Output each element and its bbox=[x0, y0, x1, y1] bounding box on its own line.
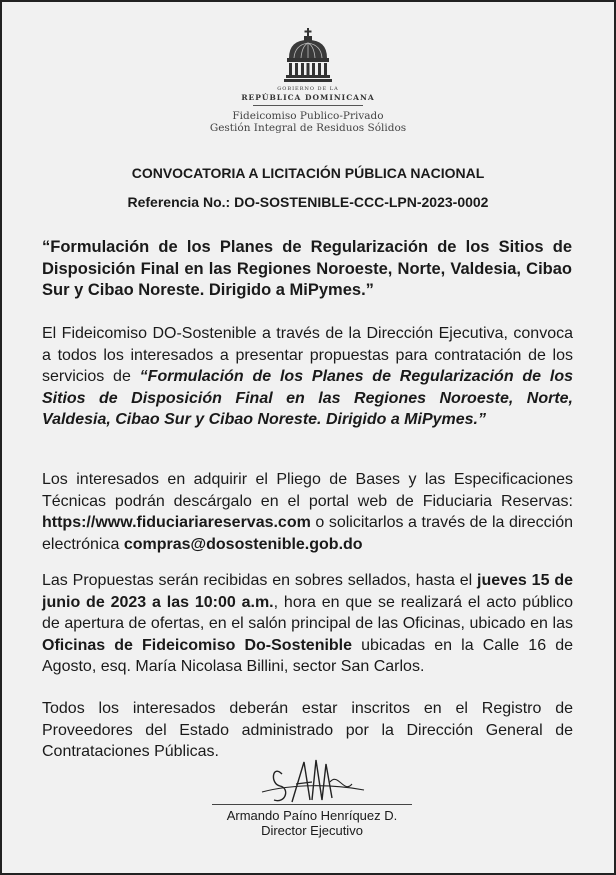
government-dome-seal-icon bbox=[283, 28, 333, 84]
paragraph-text: ubicadas en la Calle 16 de Agosto, esq. María Nicolasa Billini, sector San Carlos. bbox=[42, 636, 573, 676]
office-name: Oficinas de Fideicomiso Do-Sostenible bbox=[42, 636, 353, 654]
paragraph-text: Los interesados en adquirir el Pliego de Bases y las Especificaciones Técnicas podrán descárgalo en el portal web de Fiduciaria Reservas: bbox=[42, 471, 573, 510]
notice-title: CONVOCATORIA A LICITACIÓN PÚBLICA NACIONAL bbox=[131, 165, 485, 181]
service-title: “Formulación de los Planes de Regularización de los Sitios de Disposición Final en las Regiones Noroeste, Norte, Valdesia, Cibao Sur y Cibao Noreste. Dirigido a MiPymes.” bbox=[42, 368, 574, 429]
paragraph-text: El Fideicomiso DO-Sostenible a través de la Dirección Ejecutiva, convoca a todos los interesados a presentar propuestas para contratación de los servicios de bbox=[42, 325, 573, 386]
signatory-name: Armando Paíno Henríquez D. bbox=[226, 808, 398, 823]
paragraph-text: Las Propuestas serán recibidas en sobres sellados, hasta el bbox=[42, 572, 478, 589]
trust-name: Fideicomiso Publico-Privado bbox=[232, 110, 384, 122]
deadline-date: jueves 15 de junio de 2023 a las 10:00 a.m. bbox=[42, 572, 573, 611]
header bbox=[2, 28, 614, 134]
header-divider bbox=[253, 105, 363, 106]
government-line-1: GOBIERNO DE LA bbox=[277, 86, 339, 92]
paragraph-registration: Todos los interesados deberán estar inscritos en el Registro de Proveedores del Estado administrado por la Dirección General de Contrataciones Públicas. bbox=[42, 700, 573, 761]
paragraph-text: , hora en que se realizará el acto público de apertura de ofertas, en el salón principal de las Oficinas, ubicado en las bbox=[42, 593, 573, 633]
website-link[interactable]: https://www.fiduciariareservas.com bbox=[42, 514, 311, 532]
paragraph-documents bbox=[42, 469, 573, 555]
email-link[interactable]: compras@dosostenible.gob.do bbox=[123, 535, 363, 553]
project-title: “Formulación de los Planes de Regularización de los Sitios de Disposición Final en las Regiones Noroeste, Norte, Valdesia, Cibao Sur y Cibao Noreste. Dirigido a MiPymes.” bbox=[42, 238, 572, 299]
paragraph-submission bbox=[42, 570, 573, 678]
government-line-2: REPÚBLICA DOMINICANA bbox=[241, 93, 375, 102]
paragraph-text: o solicitarlos a través de la dirección electrónica bbox=[42, 514, 573, 553]
reference-number: Referencia No.: DO-SOSTENIBLE-CCC-LPN-2023-0002 bbox=[127, 194, 489, 210]
signatory-role: Director Ejecutivo bbox=[261, 823, 363, 838]
signature-line bbox=[212, 804, 412, 805]
signature-block bbox=[202, 754, 422, 838]
trust-subtitle: Gestión Integral de Residuos Sólidos bbox=[209, 122, 407, 134]
paragraph-convocation bbox=[42, 323, 573, 431]
